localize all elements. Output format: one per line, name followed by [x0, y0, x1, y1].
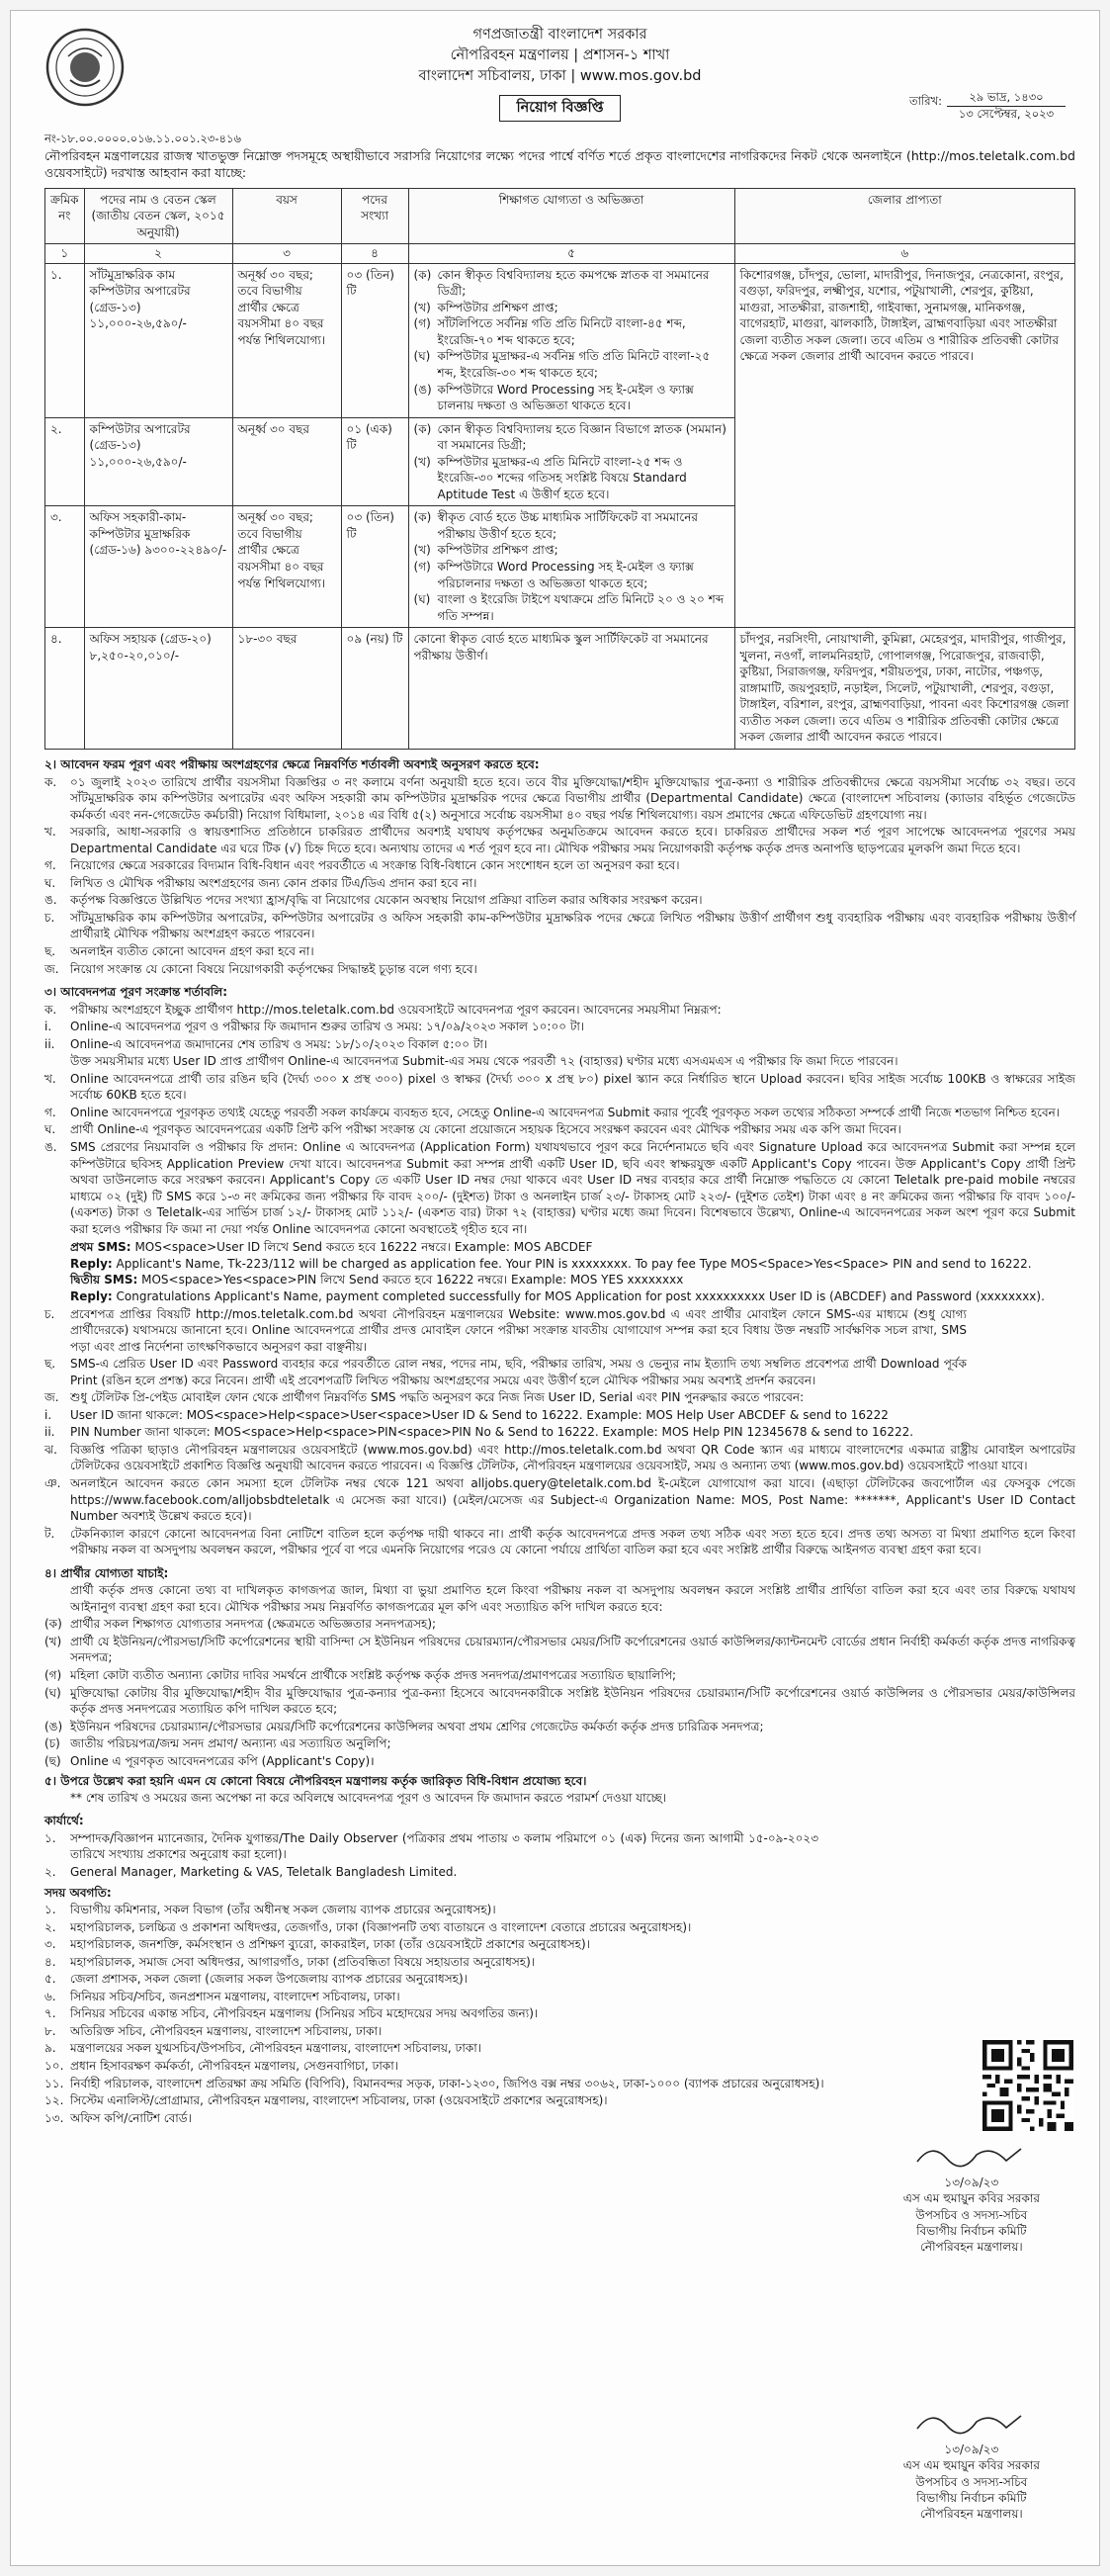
qualification-cell: [408, 263, 734, 417]
item-text: নির্বাহী পরিচালক, বাংলাদেশ প্রতিরক্ষা ক্রয় সমিতি (বিপিবি), বিমানবন্দর সড়ক, ঢাকা-১২৩০, জিপিও বক্স নম্বর ৩০৬২, ঢাকা-১০০০ (ব্যাপক প্রচারের অনুরোধসহ)।: [70, 2076, 824, 2090]
item-marker: ৪.: [44, 1954, 56, 1969]
table-header-row: [45, 188, 1075, 244]
item-marker: চ.: [44, 1306, 55, 1321]
signatory-name: এস এম হুমায়ুন কবির সরকার: [902, 2191, 1040, 2206]
item-text: মহিলা কোটা ব্যতীত অন্যান্য কোটার দাবির সমর্থনে প্রার্থীকে সংশ্লিষ্ট কর্তৃপক্ষ কর্তৃক প্রদত্ত সনদপত্র/প্রমাণপত্রের সত্যায়িত ছায়ালিপি;: [70, 1667, 677, 1682]
qual-marker: (গ): [413, 559, 431, 574]
column-header: শিক্ষাগত যোগ্যতা ও অভিজ্ঞতা: [408, 188, 734, 244]
post-cell: অফিস সহকারী-কাম-কম্পিউটার মুদ্রাক্ষরিক (গ্রেড-১৬) ৯৩০০-২২৪৯০/-: [84, 506, 232, 628]
item-marker: ৯.: [44, 2041, 56, 2056]
item-marker: ৭.: [44, 2006, 56, 2021]
item-marker: (গ): [44, 1667, 62, 1682]
qualification-cell: [408, 628, 734, 750]
qual-text: কম্পিউটারে Word Processing সহ ই-মেইল ও ফ্যাক্স পরিচালনার দক্ষতা ও অভিজ্ঞতা থাকতে হবে;: [437, 559, 694, 590]
serial-cell: ১.: [45, 263, 85, 417]
ministry-name: নৌপরিবহন মন্ত্রণালয় | প্রশাসন-১ শাখা: [450, 47, 670, 64]
sms-label: Reply:: [70, 1256, 113, 1271]
item-marker: i.: [44, 1407, 52, 1422]
sms-label: দ্বিতীয় SMS:: [70, 1273, 138, 1288]
count-cell: ০৯ (নয়) টি: [341, 628, 408, 750]
item-text: জেলা প্রশাসক, সকল জেলা (জেলার সকল উপজেলায় ব্যাপক প্রচারের অনুরোধসহ)।: [70, 1972, 468, 1987]
item-text: প্রবেশপত্র প্রাপ্তির বিষয়টি http://mos.teletalk.com.bd অথবা নৌপরিবহন মন্ত্রণালয়ের Website: www.mos.gov.bd এ এবং প্রার্থীর মোবাইল ফোনে SMS-এর মাধ্যমে (শুধু যোগ্য প্রার্থীদেরকে) যথাসময়ে জানানো হবে। Online আবেদনপত্রে প্রার্থীর প্রদত্ত মোবাইল ফোনে পরীক্ষা সংক্রান্ত যাবতীয় যোগাযোগ সম্পন্ন করা হবে বিধায় উক্ত নম্বরটি সার্বক্ষণিক সচল রাখা, SMS পড়া এবং প্রাপ্ত নির্দেশনা তাৎক্ষণিকভাবে অনুসরণ করা বাঞ্ছনীয়।: [70, 1306, 967, 1354]
item-text: নিয়োগ সংক্রান্ত যে কোনো বিষয়ে নিয়োগকারী কর্তৃপক্ষের সিদ্ধান্তই চূড়ান্ত বলে গণ্য হবে।: [70, 961, 477, 976]
date-bangla: ২৯ ভাদ্র, ১৪৩০: [947, 90, 1066, 107]
item-text: SMS-এ প্রেরিত User ID এবং Password ব্যবহার করে পরবর্তীতে রোল নম্বর, পদের নাম, ছবি, পরীক্ষার তারিখ, সময় ও ভেন্যুর নাম ইত্যাদি তথ্য সম্বলিত প্রবেশপত্র প্রার্থী Download পূর্বক Print (রঙিন হলে প্রশস্ত) করে নিবেন। প্রার্থী এই প্রবেশপত্রটি লিখিত পরীক্ষায় অংশগ্রহণের সময়ে এবং উত্তীর্ণ হলে মৌখিক পরীক্ষার সময় অবশ্যই প্রদর্শন করবেন।: [70, 1357, 967, 1387]
column-header: পদের নাম ও বেতন স্কেল (জাতীয় বেতন স্কেল, ২০১৫ অনুযায়ী): [84, 188, 232, 244]
column-header: ক্রমিক নং: [45, 188, 85, 244]
signatory-committee: বিভাগীয় নির্বাচন কমিটি: [916, 2490, 1027, 2505]
item-text: General Manager, Marketing & VAS, Teletalk Bangladesh Limited.: [70, 1865, 458, 1879]
item-text: সম্পাদক/বিজ্ঞাপন ম্যানেজার, দৈনিক যুগান্তর/The Daily Observer (পত্রিকার প্রথম পাতায় ৩ কলাম পরিমাপে ০১ (এক) দিনের জন্য আগামী ১৫-০৯-২০২৩ তারিখে সংখ্যায় প্রকাশের অনুরোধ করা হলো)।: [70, 1830, 818, 1862]
item-text: PIN Number জানা থাকলে: MOS<space>Help<space>PIN<space>PIN No & Send to 16222. Example: MOS Help PIN 12345678 & send to 16222.: [70, 1425, 914, 1440]
item-marker: ঘ.: [44, 1122, 56, 1137]
sms-text: Congratulations Applicant's Name, payment completed successfully for MOS Application for post xxxxxxxxxx User ID is (ABCDEF) and Password (xxxxxxxx).: [116, 1288, 1045, 1303]
item-text: জাতীয় পরিচয়পত্র/জন্ম সনদ প্রমাণ/ অন্যান্য এর সত্যায়িত অনুলিপি;: [70, 1736, 391, 1751]
item-marker: ii.: [44, 1425, 55, 1440]
qr-code-icon[interactable]: [982, 2040, 1073, 2131]
item-text: মহাপরিচালক, জনশক্তি, কর্মসংস্থান ও প্রশিক্ষণ ব্যুরো, কাকরাইল, ঢাকা (তাঁর ওয়েবসাইটে প্রকাশের অনুরোধসহ)।: [70, 1937, 590, 1952]
qual-text: কম্পিউটার প্রশিক্ষণ প্রাপ্ত;: [437, 543, 558, 558]
item-marker: ৬.: [44, 1989, 56, 2003]
qual-marker: (ক): [413, 510, 432, 525]
item-marker: ঙ.: [44, 893, 57, 908]
column-number: ২: [84, 244, 232, 264]
item-text: নিয়োগের ক্ষেত্রে সরকারের বিদ্যমান বিধি-বিধান এবং পরবর্তীতে এ সংক্রান্ত বিধি-বিধানে কোন সংশোধন হলে তা অনুসরণ করা হবে।: [70, 858, 680, 873]
qual-text: কোন স্বীকৃত বিশ্ববিদ্যালয় হতে কমপক্ষে স্নাতক বা সমমানের ডিগ্রী;: [437, 267, 710, 299]
qual-marker: (ঘ): [413, 349, 431, 364]
age-cell: অনূর্ধ্ব ৩০ বছর; তবে বিভাগীয় প্রার্থীর ক্ষেত্রে বয়সসীমা ৪০ বছর পর্যন্ত শিথিলযোগ্য।: [232, 263, 341, 417]
item-marker: ঘ.: [44, 875, 56, 890]
qual-marker: (খ): [413, 543, 431, 558]
advice-note: ** শেষ তারিখ ও সময়ের জন্য অপেক্ষা না করে অবিলম্বে আবেদনপত্র পূরণ ও আবেদন ফি জমাদান করতে পরামর্শ দেওয়া যাচ্ছে।: [70, 1790, 667, 1805]
qualification-cell: [408, 417, 734, 506]
item-marker: (ছ): [44, 1753, 61, 1768]
age-cell: অনূর্ধ্ব ৩০ বছর: [232, 417, 341, 506]
gov-name: গণপ্রজাতন্ত্রী বাংলাদেশ সরকার: [472, 27, 647, 43]
qual-text: কম্পিউটারে Word Processing সহ ই-মেইল ও ফ্যাক্স চালনায় দক্ষতা ও অভিজ্ঞতা থাকতে হবে।: [437, 382, 694, 413]
item-marker: ১.: [44, 1830, 56, 1845]
item-marker: (ঘ): [44, 1685, 61, 1700]
qual-marker: (ক): [413, 267, 432, 282]
signatory-name: এস এম হুমায়ুন কবির সরকার: [902, 2458, 1040, 2473]
post-cell: অফিস সহায়ক (গ্রেড-২০) ৮,২৫০-২০,০১০/-: [84, 628, 232, 750]
item-text: মন্ত্রণালয়ের সকল যুগ্মসচিব/উপসচিব, নৌপরিবহন মন্ত্রণালয়, বাংলাদেশ সচিবালয়, ঢাকা।: [70, 2041, 481, 2056]
signature-block-2: [903, 2404, 1040, 2522]
notice-title: নিয়োগ বিজ্ঞপ্তি: [499, 95, 620, 122]
qual-marker: (ক): [413, 421, 432, 436]
item-text: লিখিত ও মৌখিক পরীক্ষায় অংশগ্রহণের জন্য কোন প্রকার টিএ/ডিএ প্রদান করা হবে না।: [70, 875, 477, 890]
section-heading: সদয় অবগতি:: [44, 1885, 112, 1900]
district-cell: কিশোরগঞ্জ, চাঁদপুর, ভোলা, মাদারীপুর, দিনাজপুর, নেত্রকোনা, রংপুর, বগুড়া, ফরিদপুর, লক্ষ্মীপুর, যশোর, পটুয়াখালী, শেরপুর, কুষ্টিয়া, মাগুরা, সাতক্ষীরা, রাজশাহী, গাইবান্ধা, সুনামগঞ্জ, মানিকগঞ্জ, বাগেরহাট, মাগুরা, ঝালকাঠি, টাঙ্গাইল, ব্রাহ্মণবাড়িয়া এবং সাতক্ষীরা জেলা ব্যতীত সকল জেলা। তবে এতিম ও শারীরিক প্রতিবন্ধী কোটার ক্ষেত্রে সকল জেলার প্রার্থী আবেদন করতে পারবে।: [734, 263, 1074, 627]
item-marker: (খ): [44, 1634, 62, 1648]
count-cell: ০১ (এক) টি: [341, 417, 408, 506]
item-text: মহাপরিচালক, সমাজ সেবা অধিদপ্তর, আগারগাঁও, ঢাকা (প্রতিবন্ধিতা বিষয়ে সহায়তার অনুরোধসহ)।: [70, 1954, 536, 1969]
item-marker: ২.: [44, 1919, 56, 1934]
notice-page: [10, 10, 1100, 2566]
item-marker: ২.: [44, 1865, 56, 1879]
count-cell: ০৩ (তিন) টি: [341, 263, 408, 417]
item-text: পরীক্ষায় অংশগ্রহণে ইচ্ছুক প্রার্থীগণ http://mos.teletalk.com.bd ওয়েবসাইটে আবেদনপত্র পূরণ করবেন। আবেদনের সময়সীমা নিম্নরূপ:: [70, 1002, 722, 1017]
section-heading: ৪। প্রার্থীর যোগ্যতা যাচাই:: [44, 1565, 169, 1580]
item-text: SMS প্রেরণের নিয়মাবলি ও পরীক্ষার ফি প্রদান: Online এ আবেদনপত্র (Application Form) যথাযথভাবে পূরণ করে নির্দেশনামতে ছবি এবং Signature Upload করে আবেদনপত্র Submit করা সম্পন্ন হলে কম্পিউটারে ছবিসহ Application Preview দেখা যাবে। আবেদনপত্র Submit করা সম্পন্ন প্রার্থী একটি User ID, ছবি এবং স্বাক্ষরযুক্ত একটি Applicant's Copy পাবেন। উক্ত Applicant's Copy প্রার্থী প্রিন্ট অথবা ডাউনলোড করে সংরক্ষণ করবেন। Applicant's Copy তে একটি User ID নম্বর দেয়া থাকবে এবং User ID নম্বর ব্যবহার করে প্রার্থী নিম্নোক্ত পদ্ধতিতে যে কোনো Teletalk pre-paid mobile নম্বরের মাধ্যমে ০২ (দুই) টি SMS করে ১-৩ নং ক্রমিকের জন্য পরীক্ষার ফি বাবদ ২০০/- (দুইশত) টাকা ও অনলাইন চার্জ ২৩/- টাকাসহ মোট ২২৩/- (দুইশত তেইশ) টাকা এবং ৪ নং ক্রমিকের জন্য পরীক্ষার ফি বাবদ ১০০/- (একশত) টাকা ও Teletalk-এর সার্ভিস চার্জ ১২/- টাকাসহ মোট ১১২/- (একশত বার) টাকা ৭২ (বাহাত্তর) ঘণ্টার মধ্যে জমা দিবেন। বিশেষভাবে উল্লেখ্য, Online-এ আবেদনপত্রের সকল অংশ পূরণ করে Submit করা হলেও পরীক্ষার ফি জমা না দেয়া পর্যন্ত Online আবেদনপত্র কোনো অবস্থাতেই গৃহীত হবে না।: [70, 1140, 1075, 1236]
item-marker: খ.: [44, 825, 56, 840]
table-row: [45, 628, 1075, 750]
item-text: অতিরিক্ত সচিব, নৌপরিবহন মন্ত্রণালয়, বাংলাদেশ সচিবালয়, ঢাকা।: [70, 2023, 383, 2038]
signature-block-1: [903, 2137, 1040, 2255]
item-marker: ক.: [44, 774, 57, 789]
item-marker: [44, 1053, 66, 1070]
item-marker: ৫.: [44, 1972, 56, 1987]
item-marker: ক.: [44, 1002, 57, 1017]
item-marker: ৮.: [44, 2023, 56, 2038]
qualification-cell: [408, 506, 734, 628]
item-text: মুক্তিযোদ্ধা কোটায় বীর মুক্তিযোদ্ধা/শহীদ বীর মুক্তিযোদ্ধার পুত্র-কন্যার পুত্র-কন্যা হিসেবে আবেদনকারীকে সংশ্লিষ্ট ইউনিয়ন পরিষদের চেয়ারম্যান/সিটি কর্পোরেশনের ওয়ার্ড কাউন্সিলর ও পৌরসভার মেয়র/কাউন্সিলর কর্তৃক প্রদত্ত সনদপত্রের সত্যায়িত কপি দাখিল করতে হবে;: [70, 1685, 1075, 1717]
item-marker: গ.: [44, 858, 56, 873]
item-text: বিভাগীয় কমিশনার, সকল বিভাগ (তাঁর অধীনস্থ সকল জেলায় ব্যাপক প্রচারের অনুরোধসহ)।: [70, 1903, 496, 1917]
signatory-ministry: নৌপরিবহন মন্ত্রণালয়।: [920, 2239, 1023, 2254]
section-heading: কার্যার্থে:: [44, 1814, 84, 1828]
sms-text: MOS<space>Yes<space>PIN লিখে Send করতে হবে 16222 নম্বরে। Example: MOS YES xxxxxxxx: [141, 1273, 684, 1288]
post-cell: সাঁটমুদ্রাক্ষরিক কাম কম্পিউটার অপারেটর (গ্রেড-১৩) ১১,০০০-২৬,৫৯০/-: [84, 263, 232, 417]
signatory-committee: বিভাগীয় নির্বাচন কমিটি: [916, 2223, 1027, 2238]
qual-text: বাংলা ও ইংরেজি টাইপে যথাক্রমে প্রতি মিনিটে ২০ ও ২০ শব্দ গতি সম্পন্ন।: [437, 592, 725, 623]
column-number: ১: [45, 244, 85, 264]
qual-text: স্বীকৃত বোর্ড হতে উচ্চ মাধ্যমিক সার্টিফিকেট বা সমমানের পরীক্ষায় উত্তীর্ণ হতে হবে;: [437, 510, 698, 541]
column-number: ৪: [341, 244, 408, 264]
date-gregorian: ১৩ সেপ্টেম্বর, ২০২৩: [958, 106, 1055, 121]
date-label: তারিখ:: [908, 94, 942, 108]
column-header: জেলার প্রাপ্যতা: [734, 188, 1074, 244]
item-marker: ট.: [44, 1526, 55, 1541]
item-text: প্রধান হিসাবরক্ষণ কর্মকর্তা, নৌপরিবহন মন্ত্রণালয়, সেগুনবাগিচা, ঢাকা।: [70, 2059, 398, 2074]
qual-marker: (ঘ): [413, 592, 431, 607]
column-header: বয়স: [232, 188, 341, 244]
qual-marker: (খ): [413, 300, 431, 314]
count-cell: ০৩ (তিন) টি: [341, 506, 408, 628]
item-text: ০১ জুলাই ২০২৩ তারিখে প্রার্থীর বয়সসীমা বিজ্ঞপ্তির ৩ নং কলামে বর্ণনা অনুযায়ী হতে হবে। তবে বীর মুক্তিযোদ্ধা/শহীদ মুক্তিযোদ্ধার পুত্র-কন্যা ও শারীরিক প্রতিবন্ধীদের ক্ষেত্রে বয়সসীমা সর্বোচ্চ ৩২ বছর। তবে সাঁটমুদ্রাক্ষরিক কাম কম্পিউটার অপারেটর এবং অফিস সহকারী কাম কম্পিউটার মুদ্রাক্ষরিক পদের ক্ষেত্রে বিভাগীয় প্রার্থীর (Departmental Candidate) ক্ষেত্রে (বাংলাদেশ সচিবালয় (ক্যাডার বহির্ভূত গেজেটেড কর্মকর্তা এবং নন-গেজেটেড কর্মচারী) নিয়োগ বিধিমালা, ২০১৪ এর বিধি ৫(২) অনুসারে সর্বোচ্চ বয়সসীমা ৪০ বছর পর্যন্ত শিথিলযোগ্য। বয়স প্রমাণের ক্ষেত্রে এফিডেভিট গ্রহণযোগ্য নয়।: [70, 774, 1075, 822]
item-text: বিজ্ঞপ্তি পত্রিকা ছাড়াও নৌপরিবহন মন্ত্রণালয়ের ওয়েবসাইটে (www.mos.gov.bd) এবং http://mos.teletalk.com.bd অথবা QR Code স্ক্যান এর মাধ্যমে বাংলাদেশের একমাত্র রাষ্ট্রীয় মোবাইল অপারেটর টেলিটকের ওয়েবসাইটে প্রকাশিত বিজ্ঞপ্তি অনুযায়ী আবেদন করতে পারবেন। এ বিজ্ঞপ্তি টেলিটক, নৌপরিবহন মন্ত্রণালয়ের ওয়েবসাইট, সময় ও অন্যান্য তথ্য (www.mos.gov.bd) ওয়েবসাইটে পাওয়া যাবে।: [70, 1442, 1075, 1473]
item-marker: ১.: [44, 1903, 56, 1917]
item-marker: ii.: [44, 1036, 55, 1051]
item-marker: (ঙ): [44, 1719, 63, 1733]
serial-cell: ২.: [45, 417, 85, 506]
section-heading: ২। আবেদন ফরম পূরণ এবং পরীক্ষায় অংশগ্রহণের ক্ষেত্রে নিম্নবর্ণিত শর্তাবলী অবশ্যই অনুসরণ করতে হবে:: [44, 757, 540, 771]
item-text: উক্ত সময়সীমার মধ্যে User ID প্রাপ্ত প্রার্থীগণ Online-এ আবেদনপত্র Submit-এর সময় থেকে পরবর্তী ৭২ (বাহাত্তর) ঘণ্টার মধ্যে এসএমএস এ পরীক্ষার ফি জমা দিতে পারবেন।: [70, 1054, 898, 1069]
qual-text: কম্পিউটার প্রশিক্ষণ প্রাপ্ত;: [437, 300, 558, 314]
vacancy-table: [44, 188, 1075, 751]
column-number-row: [45, 244, 1075, 264]
signature-date: ১৩/০৯/২৩: [944, 2443, 999, 2457]
item-marker: (চ): [44, 1736, 60, 1751]
qual-marker: (খ): [413, 454, 431, 469]
item-text: Online-এ আবেদনপত্র জমাদানের শেষ তারিখ ও সময়: ১৮/১০/২০২৩ বিকাল ৫:০০ টা।: [70, 1036, 488, 1051]
age-cell: অনূর্ধ্ব ৩০ বছর; তবে বিভাগীয় প্রার্থীর ক্ষেত্রে বয়সসীমা ৪০ বছর পর্যন্ত শিথিলযোগ্য।: [232, 506, 341, 628]
district-cell: চাঁদপুর, নরসিংদী, নোয়াখালী, কুমিল্লা, মেহেরপুর, মাদারীপুর, গাজীপুর, খুলনা, নওগাঁ, লালমনিরহাট, গোপালগঞ্জ, পিরোজপুর, রাজবাড়ী, কুষ্টিয়া, সিরাজগঞ্জ, ফরিদপুর, শরীয়তপুর, ঢাকা, নাটোর, পঞ্চগড়, রাঙ্গামাটি, জয়পুরহাট, নড়াইল, সিলেট, পটুয়াখালী, শেরপুর, বগুড়া, টাঙ্গাইল, বরিশাল, রংপুর, ব্রাহ্মণবাড়িয়া, পাবনা এবং কিশোরগঞ্জ জেলা ব্যতীত সকল জেলা। তবে এতিম ও শারীরিক প্রতিবন্ধী কোটার ক্ষেত্রে সকল জেলার প্রার্থী আবেদন করতে পারবে।: [734, 628, 1074, 750]
sms-text: MOS<space>User ID লিখে Send করতে হবে 16222 নম্বরে। Example: MOS ABCDEF: [134, 1240, 593, 1255]
item-marker: (ক): [44, 1617, 62, 1632]
item-text: সিস্টেম এনালিস্ট/প্রোগ্রামার, নৌপরিবহন মন্ত্রণালয়, বাংলাদেশ সচিবালয়, ঢাকা (ওয়েবসাইটে প্রকাশের অনুরোধসহ)।: [70, 2093, 608, 2108]
item-marker: ১৩.: [44, 2110, 64, 2125]
section-conditions: [44, 756, 1075, 977]
item-text: মহাপরিচালক, চলচ্চিত্র ও প্রকাশনা অধিদপ্তর, তেজগাঁও, ঢাকা (বিজ্ঞাপনটি তথ্য বাতায়নে ও বাংলাদেশ বেতারে প্রচারের অনুরোধসহ)।: [70, 1919, 692, 1934]
column-number: ৩: [232, 244, 341, 264]
qual-marker: (গ): [413, 316, 431, 331]
item-marker: ৩.: [44, 1937, 56, 1952]
memo-number: নং-১৮.০০.০০০০.০১৬.১১.০০১.২৩-৪১৬: [44, 132, 241, 145]
item-text: Online আবেদনপত্রে পূরণকৃত তথ্যই যেহেতু পরবর্তী সকল কার্যক্রমে ব্যবহৃত হবে, সেহেতু Online-এ আবেদনপত্র Submit করার পূর্বেই পূরণকৃত সকল তথ্যের সঠিকতা সম্পর্কে প্রার্থী নিজে শতভাগ নিশ্চিত হবেন।: [70, 1105, 1061, 1119]
signature-icon: [912, 2137, 1031, 2171]
sms-label: প্রথম SMS:: [70, 1240, 131, 1255]
item-marker: ঙ.: [44, 1140, 57, 1155]
item-text: কর্তৃপক্ষ বিজ্ঞপ্তিতে উল্লিখিত পদের সংখ্যা হ্রাস/বৃদ্ধি বা নিয়োগের যেকোন অবস্থায় নিয়োগ প্রক্রিয়া বাতিল করার অধিকার সংরক্ষণ করেন।: [70, 893, 703, 908]
item-marker: জ.: [44, 1390, 59, 1405]
action-list: [44, 1813, 818, 1880]
item-text: প্রার্থী Online-এ পূরণকৃত আবেদনপত্রের একটি প্রিন্ট কপি পরীক্ষা সংক্রান্ত যে কোনো প্রয়োজনে সহায়ক হিসেবে সংরক্ষণ করবেন এবং মৌখিক পরীক্ষার সময় এক কপি জমা দিবেন।: [70, 1122, 901, 1137]
section-verification: [44, 1565, 1075, 1807]
qual-text: কম্পিউটার মুদ্রাক্ষর-এ সর্বনিম্ন গতি প্রতি মিনিটে বাংলা-২৫ শব্দ, ইংরেজি-৩০ শব্দ থাকতে হবে;: [437, 349, 711, 380]
item-text: সরকারি, আধা-সরকারি ও স্বায়ত্তশাসিত প্রতিষ্ঠানে চাকরিরত প্রার্থীদের অবশ্যই যথাযথ কর্তৃপক্ষের অনুমতিক্রমে আবেদন করতে হবে। চাকরিরত প্রার্থীদের সকল শর্ত পূরণ সাপেক্ষে আবেদনপত্র পূরণের সময় Departmental Candidate এর ঘরে টিক (√) চিহ্ন দিতে হবে। অন্যথায় তাদের এ শর্ত পূরণ হবে না। মৌখিক পরীক্ষার সময় নিয়োগকারী কর্তৃপক্ষ কর্তৃক প্রদত্ত অনাপত্তি ছাড়পত্রের মূলকপি জমা দিতে হবে।: [70, 825, 1075, 855]
final-clause: ৫। উপরে উল্লেখ করা হয়নি এমন যে কোনো বিষয়ে নৌপরিবহন মন্ত্রণালয় কর্তৃক জারিকৃত বিধি-বিধান প্রযোজ্য হবে।: [44, 1774, 587, 1789]
item-text: অফিস কপি/নোটিশ বোর্ড।: [70, 2110, 192, 2125]
item-text: টেকনিক্যাল কারণে কোনো আবেদনপত্র বিনা নোটিশে বাতিল হলে কর্তৃপক্ষ দায়ী থাকবে না। প্রার্থী কর্তৃক আবেদনপত্রে প্রদত্ত সকল তথ্য সঠিক এবং সত্য হতে হবে। প্রদত্ত তথ্য অসত্য বা মিথ্যা প্রমাণিত হলে কিংবা পরীক্ষায় নকল বা অসদুপায় অবলম্বন করলে, পরীক্ষার পূর্বে বা পরে এমনকি নিয়োগের পরেও যে কোনো পর্যায়ে প্রার্থিতা বাতিল করা হবে এবং সংশ্লিষ্ট প্রার্থীর বিরুদ্ধে আইনগত ব্যবস্থা গ্রহণ করা হবে।: [70, 1526, 1075, 1557]
item-marker: ছ.: [44, 944, 56, 959]
item-marker: গ.: [44, 1105, 56, 1119]
item-marker: ছ.: [44, 1357, 56, 1372]
item-marker: ঞ.: [44, 1475, 61, 1490]
item-marker: ১১.: [44, 2076, 64, 2090]
section-application: [44, 984, 1075, 1558]
item-text: ইউনিয়ন পরিষদের চেয়ারম্যান/পৌরসভার মেয়র/সিটি কর্পোরেশনের কাউন্সিলর অথবা প্রথম শ্রেণির গেজেটেড কর্মকর্তা কর্তৃক প্রদত্ত চারিত্রিক সনদপত্র;: [70, 1719, 764, 1733]
item-marker: চ.: [44, 910, 55, 925]
qual-text: কোনো স্বীকৃত বোর্ড হতে মাধ্যমিক স্কুল সার্টিফিকেট বা সমমানের পরীক্ষায় উত্তীর্ণ।: [413, 632, 709, 663]
item-text: User ID জানা থাকলে: MOS<space>Help<space>User<space>User ID & Send to 16222. Example: MOS Help User ABCDEF & send to 16222: [70, 1407, 889, 1422]
signature-icon: [912, 2404, 1031, 2438]
item-marker: খ.: [44, 1071, 56, 1086]
item-text: সিনিয়র সচিবের একান্ত সচিব, নৌপরিবহন মন্ত্রণালয় (সিনিয়র সচিব মহোদয়ের সদয় অবগতির জন্য)।: [70, 2006, 539, 2021]
sms-text: Applicant's Name, Tk-223/112 will be charged as application fee. Your PIN is xxxxxxxx. To pay fee Type MOS<Space>Yes<Space> PIN and send to 16222.: [116, 1256, 1032, 1271]
qual-marker: (ঙ): [413, 382, 432, 397]
item-text: সিনিয়র সচিব/সচিব, জনপ্রশাসন মন্ত্রণালয়, বাংলাদেশ সচিবালয়, ঢাকা।: [70, 1989, 400, 2003]
item-marker: i.: [44, 1020, 52, 1034]
item-marker: ১০.: [44, 2059, 64, 2074]
serial-cell: ৪.: [45, 628, 85, 750]
signatory-designation: উপসচিব ও সদস্য-সচিব: [915, 2207, 1028, 2222]
item-text: অনলাইনে আবেদন করতে কোন সমস্যা হলে টেলিটক নম্বর থেকে 121 অথবা alljobs.query@teletalk.com.bd ই-মেইলে যোগাযোগ করা যাবে। (এছাড়া টেলিটকের জবপোর্টাল এর ফেসবুক পেজে https://www.facebook.com/alljobsbdteletalk এ মেসেজ করা যাবে।) (মেইল/মেসেজ এর Subject-এ Organization Name: MOS, Post Name: *******, Applicant's User ID Contact Number অবশ্যই উল্লেখ করতে হবে)।: [70, 1475, 1075, 1524]
qual-text: সাঁটলিপিতে সর্বনিম্ন গতি প্রতি মিনিটে বাংলা-৪৫ শব্দ, ইংরেজি-৭০ শব্দ থাকতে হবে;: [437, 316, 686, 347]
item-marker: ১২.: [44, 2093, 64, 2108]
item-marker: ঝ.: [44, 1442, 57, 1457]
signatory-designation: উপসচিব ও সদস্য-সচিব: [915, 2474, 1028, 2489]
section-lead: প্রার্থী কর্তৃক প্রদত্ত কোনো তথ্য বা দাখিলকৃত কাগজপত্র জাল, মিথ্যা বা ভুয়া প্রমাণিত হলে কিংবা পরীক্ষায় নকল বা অসদুপায় অবলম্বন করলে সংশ্লিষ্ট প্রার্থীর প্রার্থিতা বাতিল করা হবে এবং তার বিরুদ্ধে যথাযথ আইনানুগ ব্যবস্থা গ্রহণ করা হবে। মৌখিক পরীক্ষার সময় নিম্নবর্ণিত কাগজপত্রের মূল কপি এবং সত্যায়িত কপি দাখিল করতে হবে:: [70, 1583, 1075, 1614]
item-text: Online আবেদনপত্রে প্রার্থী তার রঙিন ছবি (দৈর্ঘ্য ৩০০ x প্রস্থ ৩০০) pixel ও স্বাক্ষর (দৈর্ঘ্য ৩০০ x প্রস্থ ৮০) pixel স্ক্যান করে নির্ধারিত স্থানে Upload করবেন। ছবির সাইজ সর্বোচ্চ 100KB ও স্বাক্ষরের সাইজ সর্বোচ্চ 60KB হতে হবে।: [70, 1071, 1075, 1103]
item-text: সাঁটমুদ্রাক্ষরিক কাম কম্পিউটার অপারেটর, কম্পিউটার অপারেটর ও অফিস সহকারী কাম-কম্পিউটার মুদ্রাক্ষরিক পদের ক্ষেত্রে লিখিত পরীক্ষায় উত্তীর্ণ প্রার্থীগণ শুধু ব্যবহারিক পরীক্ষায় এবং ব্যবহারিক পরীক্ষায় উত্তীর্ণ প্রার্থীরাই মৌখিক পরীক্ষায় অংশগ্রহণ করতে পারবেন।: [70, 910, 1075, 941]
ministry-address: বাংলাদেশ সচিবালয়, ঢাকা | www.mos.gov.bd: [418, 68, 702, 85]
distribution-list: [44, 1885, 828, 2127]
column-number: ৬: [734, 244, 1074, 264]
intro-paragraph: নৌপরিবহন মন্ত্রণালয়ের রাজস্ব খাতভুক্ত নিম্নোক্ত পদসমূহে অস্থায়ীভাবে সরাসরি নিয়োগের লক্ষ্যে পদের পার্শ্বে বর্ণিত শর্তে প্রকৃত বাংলাদেশের নাগরিকদের নিকট থেকে অনলাইনে (http://mos.teletalk.com.bd ওয়েবসাইটে) দরখাস্ত আহবান করা যাচ্ছে:: [44, 148, 1075, 181]
section-heading: ৩। আবেদনপত্র পূরণ সংক্রান্ত শর্তাবলি:: [44, 985, 228, 1000]
item-text: শুধু টেলিটক প্রি-পেইড মোবাইল ফোন থেকে প্রার্থীগণ নিম্নবর্ণিত SMS পদ্ধতি অনুসরণ করে নিজ নিজ User ID, Serial এবং PIN পুনরুদ্ধার করতে পারবেন:: [70, 1390, 805, 1405]
serial-cell: ৩.: [45, 506, 85, 628]
item-text: অনলাইন ব্যতীত কোনো আবেদন গ্রহণ করা হবে না।: [70, 944, 314, 959]
column-header: পদের সংখ্যা: [341, 188, 408, 244]
post-cell: কম্পিউটার অপারেটর (গ্রেড-১৩) ১১,০০০-২৬,৫৯০/-: [84, 417, 232, 506]
item-text: Online এ পূরণকৃত আবেদনপত্রের কপি (Applicant's Copy)।: [70, 1753, 375, 1768]
signature-date: ১৩/০৯/২৩: [944, 2176, 999, 2190]
qual-text: কম্পিউটার মুদ্রাক্ষর-এ প্রতি মিনিটে বাংলা-২৫ শব্দ ও ইংরেজি-৩০ শব্দের গতিসহ সংশ্লিষ্ট বিষয়ে Standard Aptitude Test এ উত্তীর্ণ হতে হবে।: [437, 454, 687, 501]
item-text: প্রার্থী যে ইউনিয়ন/পৌরসভা/সিটি কর্পোরেশনের স্থায়ী বাসিন্দা সে ইউনিয়ন পরিষদের চেয়ারম্যান/পৌরসভার মেয়র/সিটি কর্পোরেশনের ওয়ার্ড কাউন্সিলর/ক্যান্টনমেন্ট বোর্ডের প্রধান নির্বাহী কর্মকর্তা কর্তৃক প্রদত্ত নাগরিকত্ব সনদপত্র;: [70, 1634, 1075, 1665]
qual-text: কোন স্বীকৃত বিশ্ববিদ্যালয় হতে বিজ্ঞান বিভাগে স্নাতক (সমমান) বা সমমানের ডিগ্রী;: [437, 421, 726, 453]
item-text: প্রার্থীর সকল শিক্ষাগত যোগ্যতার সনদপত্র (ক্ষেত্রমতে অভিজ্ঞতার সনদপত্রসহ);: [70, 1617, 437, 1632]
item-text: Online-এ আবেদনপত্র পূরণ ও পরীক্ষার ফি জমাদান শুরুর তারিখ ও সময়: ১৭/০৯/২০২৩ সকাল ১০:০০ টা।: [70, 1020, 585, 1034]
sms-instructions: [70, 1239, 1075, 1304]
item-marker: জ.: [44, 961, 59, 976]
notice-header: [44, 25, 1075, 145]
sms-label: Reply:: [70, 1288, 113, 1303]
age-cell: ১৮-৩০ বছর: [232, 628, 341, 750]
signatory-ministry: নৌপরিবহন মন্ত্রণালয়।: [920, 2506, 1023, 2521]
table-row: [45, 263, 1075, 417]
column-number: ৫: [408, 244, 734, 264]
